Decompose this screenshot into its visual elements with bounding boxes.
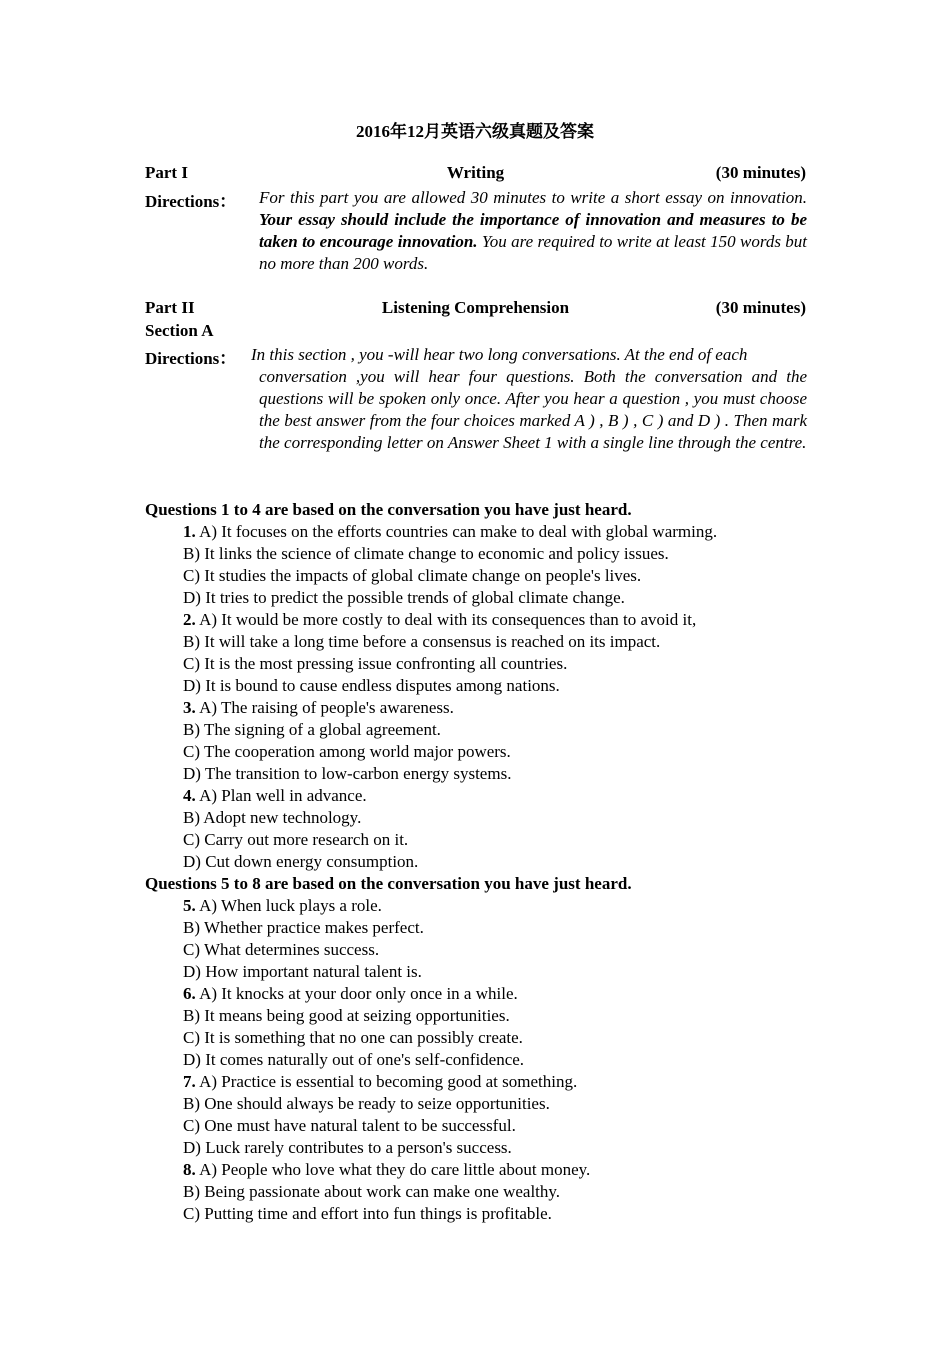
q8-option-c: C) Putting time and effort into fun things is profitable. <box>183 1204 552 1223</box>
part2-directions-line1: In this section , you -will hear two long conversations. At the end of each <box>251 345 748 364</box>
q1-a-text: A) It focuses on the efforts countries can make to deal with global warming. <box>199 522 718 541</box>
part2-directions-rest: conversation ,you will hear four questions. Both the conversation and the questions will be spoken only once. After you hear a question , you must choose the best answer from the four choices marked A ) , B ) , C ) and D ) . Then mark the corresponding letter on Answer Sheet 1 with a single line through the centre. <box>259 367 807 452</box>
q4-option-b: B) Adopt new technology. <box>183 808 362 827</box>
q1-option-b: B) It links the science of climate change to economic and policy issues. <box>183 544 669 563</box>
q2-option-a <box>183 610 696 630</box>
q4-option-c: C) Carry out more research on it. <box>183 830 409 849</box>
q2-option-c: C) It is the most pressing issue confronting all countries. <box>183 654 568 673</box>
q8-a-text: A) People who love what they do care little about money. <box>199 1160 591 1179</box>
q3-option-a <box>183 698 454 718</box>
part2-time: (30 minutes) <box>715 298 806 317</box>
q5-option-c: C) What determines success. <box>183 940 380 959</box>
part1-directions-c: You are required to write at least 150 words but no more than 200 words. <box>259 232 808 273</box>
group1-heading: Questions 1 to 4 are based on the conversation you have just heard. <box>145 500 632 519</box>
q1-number: 1. <box>183 522 196 541</box>
part1-label: Part I <box>145 163 188 182</box>
q5-option-a <box>183 896 382 916</box>
part1-directions-b: Your essay should include the importance of innovation and measures to be taken to encourage innovation. <box>259 210 807 251</box>
q6-option-a <box>183 984 518 1004</box>
q4-option-d: D) Cut down energy consumption. <box>183 852 419 871</box>
q4-number: 4. <box>183 786 196 805</box>
q3-option-b: B) The signing of a global agreement. <box>183 720 441 739</box>
q7-option-b: B) One should always be ready to seize opportunities. <box>183 1094 550 1113</box>
q6-option-b: B) It means being good at seizing opportunities. <box>183 1006 510 1025</box>
q2-a-text: A) It would be more costly to deal with its consequences than to avoid it, <box>199 610 697 629</box>
q8-option-b: B) Being passionate about work can make one wealthy. <box>183 1182 561 1201</box>
q8-option-a <box>183 1160 590 1180</box>
q6-a-text: A) It knocks at your door only once in a while. <box>199 984 518 1003</box>
q6-option-d: D) It comes naturally out of one's self-confidence. <box>183 1050 525 1069</box>
section-a-label: Section A <box>145 321 214 340</box>
q5-option-d: D) How important natural talent is. <box>183 962 422 981</box>
q5-a-text: A) When luck plays a role. <box>199 896 382 915</box>
part2-directions-label: Directions： <box>145 349 237 368</box>
q5-option-b: B) Whether practice makes perfect. <box>183 918 424 937</box>
q3-a-text: A) The raising of people's awareness. <box>199 698 454 717</box>
q7-option-d: D) Luck rarely contributes to a person's success. <box>183 1138 512 1157</box>
group2-heading: Questions 5 to 8 are based on the conversation you have just heard. <box>145 874 632 893</box>
q1-option-d: D) It tries to predict the possible trends of global climate change. <box>183 588 625 607</box>
part1-directions-label: Directions： <box>145 192 237 211</box>
q6-option-c: C) It is something that no one can possibly create. <box>183 1028 523 1047</box>
part1-directions <box>259 187 807 275</box>
q6-number: 6. <box>183 984 196 1003</box>
q7-number: 7. <box>183 1072 196 1091</box>
q8-number: 8. <box>183 1160 196 1179</box>
part2-directions <box>251 344 807 454</box>
q3-option-d: D) The transition to low-carbon energy systems. <box>183 764 512 783</box>
part1-name: Writing <box>446 163 505 182</box>
part2-label: Part II <box>145 298 195 317</box>
q2-option-d: D) It is bound to cause endless disputes among nations. <box>183 676 560 695</box>
q2-option-b: B) It will take a long time before a consensus is reached on its impact. <box>183 632 661 651</box>
q7-option-a <box>183 1072 577 1092</box>
q3-number: 3. <box>183 698 196 717</box>
q5-number: 5. <box>183 896 196 915</box>
part1-time: (30 minutes) <box>715 163 806 182</box>
q7-option-c: C) One must have natural talent to be successful. <box>183 1116 516 1135</box>
q4-option-a <box>183 786 367 806</box>
q1-option-c: C) It studies the impacts of global climate change on people's lives. <box>183 566 642 585</box>
q4-a-text: A) Plan well in advance. <box>199 786 367 805</box>
q2-number: 2. <box>183 610 196 629</box>
q1-option-a <box>183 522 717 542</box>
q7-a-text: A) Practice is essential to becoming good at something. <box>199 1072 578 1091</box>
part1-directions-a: For this part you are allowed 30 minutes to write a short essay on innovation. <box>259 188 807 207</box>
page-title: 2016年12月英语六级真题及答案 <box>356 122 594 141</box>
part2-name: Listening Comprehension <box>381 298 570 317</box>
q3-option-c: C) The cooperation among world major powers. <box>183 742 511 761</box>
